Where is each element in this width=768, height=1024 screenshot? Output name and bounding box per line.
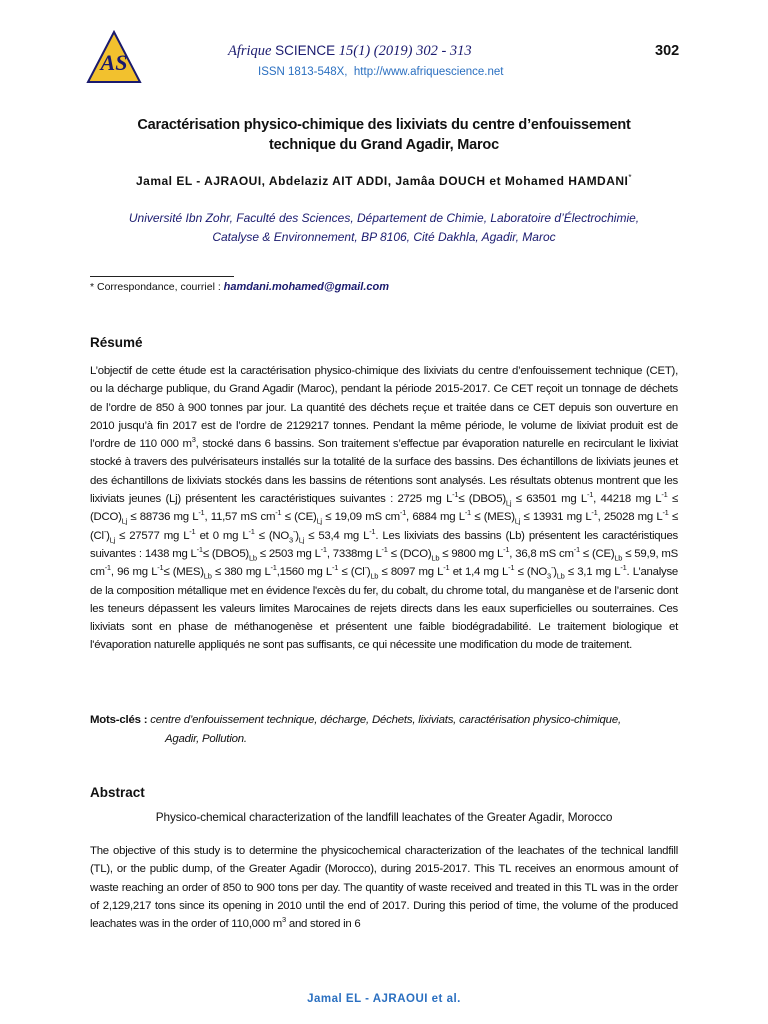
journal-science: SCIENCE <box>275 43 336 58</box>
keywords-line-2: Agadir, Pollution. <box>165 733 247 745</box>
journal-header <box>228 43 472 60</box>
abstract-paragraph: The objective of this study is to determine the physicochemical characterization of the leachates of the technical landfill (TL), or the public dump, of the Greater Agadir (Morocco), during 2015-2017. This TL receives an enormous amount of waste reaching an order of 850 to 900 tons per day. The quantity of waste received and treated in this TL was in the order of 2,129,217 tons since its opening in 2010 until the end of 2017. During this period of time, the volume of the produced leachates was in the order of 110,000 $m^3$ and stored in 6 <box>90 845 678 931</box>
abstract-title: Physico-chemical characterization of the landfill leachates of the Greater Agadir, Morocco <box>155 810 613 824</box>
keywords <box>90 711 678 749</box>
resume-paragraph: L’objectif de cette étude est la caractérisation physico-chimique des lixiviats du centre d’enfouissement technique (CET), ou la décharge publique, du Grand Agadir (Maroc), pendant la période 2015-2017. Ce CET reçoit un tonnage de déchets de l’ordre de 850 à 900 tonnes par jour. La quantité des déchets reçue et traitée dans ce CET depuis son ouverture en 2010 jusqu’à fin 2017 est de l’ordre de 2129217 tonnes. Pendant la même période, le volume de lixiviat produit est de l’ordre de 110 000 $m^3$, stocké dans 6 bassins. Son traitement s’effectue par évaporation naturelle en recirculant le lixiviat stocké à travers des pulvérisateurs installés sur la totalité de la surface des bassins. Des échantillons de lixiviats jeunes et des échantillons de lixiviats stockés dans les bassins de rétentions sont analysés. Les résultats obtenus montrent que les lixiviats jeunes (Lj) présentent les caractéristiques suivantes : 2725 mg $L^{-1}\le (DBO5)_{Lj} \le 63501$ mg $L^{-1}$, 44218 mg $L^{-1} \le (DCO)_{Lj} \le 88736$ mg $L^{-1}$, 11,57 mS $cm^{-1} \le (CE)_{Lj} \le 19,09$ mS $cm^{-1}$, 6884 mg $L^{-1} \le (MES)_{Lj} \le 13931$ mg $L^{-1}$, 25028 mg $L^{-1} \le (Cl^-)_{Lj} \le 27577$ mg $L^{-1}$ et 0 mg $L^{-1} \le (NO_3^-)_{Lj} \le 53,4$ mg $L^{-1}$. Les lixiviats des bassins (Lb) présentent les caractéristiques suivantes : 1438 mg $L^{-1}\le (DBO5)_{Lb} \le 2503$ mg $L^{-1}$, 7338mg $L^{-1} \le (DCO)_{Lb} \le 9800$ mg $L^{-1}$, 36,8 mS $cm^{-1} \le (CE)_{Lb} \le 59,9$, mS $cm^{-1}$, 96 mg $L^{-1}\le (MES)_{Lb} \le 380$ mg $L^{-1},1560$ mg $L^{-1} \le (Cl^-)_{Lb} \le 8097$ mg $L^{-1}$ et 1,4 mg $L^{-1} \le (NO_3^-)_{Lb} \le 3,1$ mg $L^{-1}$. L’analyse de la composition métallique met en évidence l'excès du fer, du cobalt, du chrome total, du manganèse et de l’arsenic dont les teneurs dépassent les valeurs limites Marocaines de rejets directs dans les eaux superficielles ou souterraines. Ces lixiviats sont en phase de méthanogenèse et présentent une faible biodégradabilité. Le traitement biologique et l'évaporation naturelle appliqués ne sont pas suffisants, ce qui nécessite une modification du mode de traitement. <box>90 365 678 652</box>
affiliation-line-1: Université Ibn Zohr, Faculté des Sciences, Département de Chimie, Laboratoire d’Électrochimie, <box>128 211 640 225</box>
issn-line <box>258 66 504 78</box>
journal-logo <box>86 30 142 86</box>
correspondence-label: * Correspondance, courriel : <box>90 281 221 293</box>
abstract-heading: Abstract <box>90 785 145 800</box>
article-title <box>90 115 678 155</box>
title-line-2: technique du Grand Agadir, Maroc <box>269 137 499 153</box>
footnote-rule <box>90 276 234 277</box>
logo-text: AS <box>100 50 128 75</box>
affiliation <box>90 209 678 247</box>
author-list: Jamal EL - AJRAOUI, Abdelaziz AIT ADDI, Jamâa DOUCH et Mohamed HAMDANI <box>135 174 629 188</box>
resume-heading: Résumé <box>90 335 143 350</box>
journal-reference: 15(1) (2019) 302 - 313 <box>338 43 472 59</box>
affiliation-line-2: Catalyse & Environnement, BP 8106, Cité Dakhla, Agadir, Maroc <box>212 230 556 244</box>
correspondence-email[interactable]: hamdani.mohamed@gmail.com <box>223 281 390 293</box>
authors <box>90 174 678 188</box>
keywords-label: Mots-clés : <box>90 714 148 726</box>
page-number: 302 <box>655 43 680 59</box>
journal-name: Afrique <box>228 43 272 59</box>
correspondence <box>90 281 389 293</box>
title-line-1: Caractérisation physico-chimique des lixiviats du centre d’enfouissement <box>137 117 631 133</box>
author-mark: * <box>628 173 633 182</box>
footer-author: Jamal EL - AJRAOUI et al. <box>307 993 461 1005</box>
keywords-line-1: centre d’enfouissement technique, décharge, Déchets, lixiviats, caractérisation physico-chimique, <box>150 714 621 726</box>
journal-url[interactable]: http://www.afriquescience.net <box>353 66 504 78</box>
issn: ISSN 1813-548X, <box>258 66 348 78</box>
